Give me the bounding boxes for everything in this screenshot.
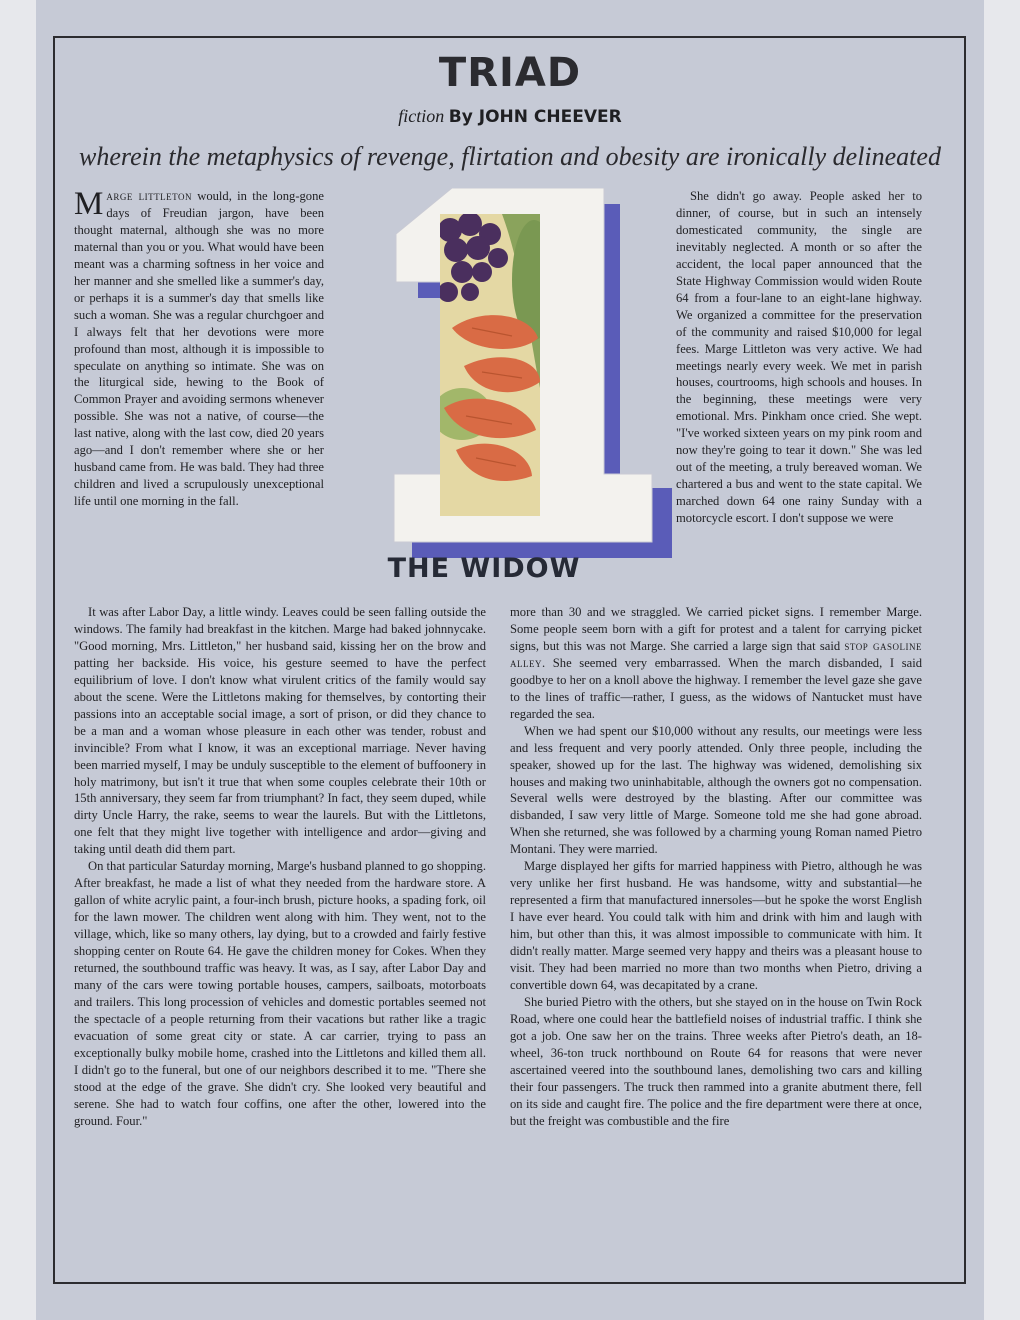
byline — [36, 106, 984, 127]
paragraph-text: . She seemed very embarrassed. When the march disbanded, I said goodbye to her on a knoll above the highway. I remember the level gaze she gave to the lines of traffic—rather, I guess, as the widows of Nantucket must have regarded the sea. — [510, 655, 922, 721]
author-name: By JOHN CHEEVER — [448, 107, 622, 127]
story-title: TRIAD — [438, 50, 582, 96]
opening-small-caps: arge littleton — [106, 189, 192, 203]
column-right-bottom — [510, 604, 922, 1130]
story-subtitle: wherein the metaphysics of revenge, flirtation and obesity are ironically delineated — [79, 142, 941, 171]
column-left-top — [74, 188, 324, 510]
paragraph: It was after Labor Day, a little windy. Leaves could be seen falling outside the windows. The family had breakfast in the kitchen. Marge had baked johnnycake. "Good morning, Mrs. Littleton," her husband said, kissing her on the brow and patting her backside. His voice, his gesture seemed to have the perfect equilibrium of love. I don't know what virulent critics of the family would say about the scene. Were the Littletons making for themselves, by contorting their passions into an acceptable social image, a sort of prison, or did they chance to be a man and a woman whose pleasure in each other was tender, robust and invincible? From what I know, it was an exceptional marriage. Never having been married myself, I may be unduly susceptible to the element of buffoonery in holy matrimony, but isn't it true that when some couples celebrate their 10th or 15th anniversary, they seem far from triumphant? In fact, they seem duped, while dirty Uncle Harry, the rake, seems to wear the laurels. But with the Littletons, one felt that they might live together with intelligence and ardor—giving and taking until death did them part. — [74, 605, 486, 857]
paragraph: She buried Pietro with the others, but she stayed on in the house on Twin Rock Road, where one could hear the battlefield noises of industrial traffic. I think she got a job. One saw her on the trains. Three weeks after Pietro's death, an 18-wheel, 36-ton truck northbound on Route 64 for reasons that were never ascertained veered into the southbound lanes, demolishing two cars and killing their four passengers. The truck then rammed into a granite abutment there, fell on its side and caught fire. The police and the fire department were there at once, but the freight was combustible and the fire — [510, 994, 922, 1128]
paragraph: She didn't go away. People asked her to dinner, of course, but in such an intensely domesticated community, the single are inevitably neglected. A month or so after the accident, the local paper announced that the State Highway Commission would widen Route 64 from a four-lane to an eight-lane highway. We organized a committee for the preservation of the community and raised $10,000 for legal fees. Marge Littleton was very active. We had meetings nearly every week. We met in parish houses, courtrooms, high schools and houses. In the beginning, these meetings were very emotional. Mrs. Pinkham once cried. She wept. "I've worked sixteen years on my pink room and now they're going to tear it down." She was led out of the meeting, a truly bereaved woman. We chartered a bus and went to the state capital. We marched down 64 one rainy Sunday with a motorcycle escort. I don't suppose we were — [676, 189, 922, 526]
paragraph: Marge displayed her gifts for married happiness with Pietro, although he was very unlike her first husband. He was handsome, witty and substantial—he represented a firm that manufactured innersoles—but he spoke the worst English I have ever heard. You could talk with him and drink with him and laugh with him, but other than this, it was almost impossible to communicate with him. It didn't really matter. Marge seemed very happy and theirs was a pleasant house to visit. They had been married no more than two months when Pietro, driving a convertible down 64, was decapitated by a crane. — [510, 859, 922, 992]
column-right-top — [676, 188, 922, 527]
fruit-painting — [432, 212, 556, 516]
opening-text: would, in the long-gone days of Freudian jargon, have been thought maternal, although she was no more maternal than you or you. What would have been meant was a charming softness in her voice and her manner and she smelled like a summer's day, or perhaps it is a summer's day that smells like such a woman. She was a regular churchgoer and I always felt that her devotions were more profound than most, although it is impossible to speculate on anything so intimate. She was on the liturgical side, hewing to the Book of Common Prayer and avoiding sermons whenever possible. She was not a native, of course—the last native, along with the last cow, died 20 years ago—and I don't remember where she or her husband came from. He was bald. They had three children and lived a scrupulously unexceptional life until one morning in the fall. — [74, 189, 324, 509]
drop-cap: M — [74, 186, 104, 222]
magazine-page — [36, 0, 984, 1320]
paragraph-text: more than 30 and we straggled. We carried picket signs. I remember Marge. Some people seem born with a gift for protest and a talent for carrying picket signs, but this was not Marge. She carried a large sign that said — [510, 605, 922, 653]
paragraph: On that particular Saturday morning, Marge's husband planned to go shopping. After breakfast, he made a list of what they needed from the hardware store. A gallon of white acrylic paint, a four-inch brush, picture hooks, a spading fork, oil for the lawn mower. The children went along with him. They went, not to the village, which, like so many others, lay dying, but to a crowded and fairly festive shopping center on Route 64. He gave the children money for Cokes. When they returned, the southbound traffic was heavy. It was, as I say, after Labor Day and many of the cars were towing portable houses, campers, sailboats, motorboats and trailers. This long procession of vehicles and domestic portables seemed not the spectacle of a people returning from their vacations but rather like a tragic evacuation of some great city or state. A car carrier, trying to pass an exceptionally bulky mobile home, crashed into the Littletons and killed them all. I didn't go to the funeral, but one of our neighbors described it to me. "There she stood at the edge of the grave. She didn't cry. She looked very beautiful and serene. She had to watch four coffins, one after the other, lowered into the ground. Four." — [74, 859, 486, 1128]
numeral-one-fruit-illustration — [352, 188, 682, 558]
opening-paragraph — [74, 188, 324, 510]
paragraph: When we had spent our $10,000 without any results, our meetings were less and less frequent and very poorly attended. Only three people, including the speaker, showed up for the last. The highway was widened, demolishing six houses and making two uninhabitable, although the owners got no compensation. Several wells were destroyed by the blasting. After our committee was disbanded, I saw very little of Marge. Someone told me she had gone abroad. When she returned, she was followed by a charming young Roman named Pietro Montani. They were married. — [510, 723, 922, 857]
paragraph — [510, 604, 922, 723]
fiction-label: fiction — [398, 106, 445, 126]
column-left-bottom — [74, 604, 486, 1130]
section-title: THE WIDOW — [387, 553, 581, 584]
picket-sign-text: stop gasoline alley — [510, 638, 922, 670]
